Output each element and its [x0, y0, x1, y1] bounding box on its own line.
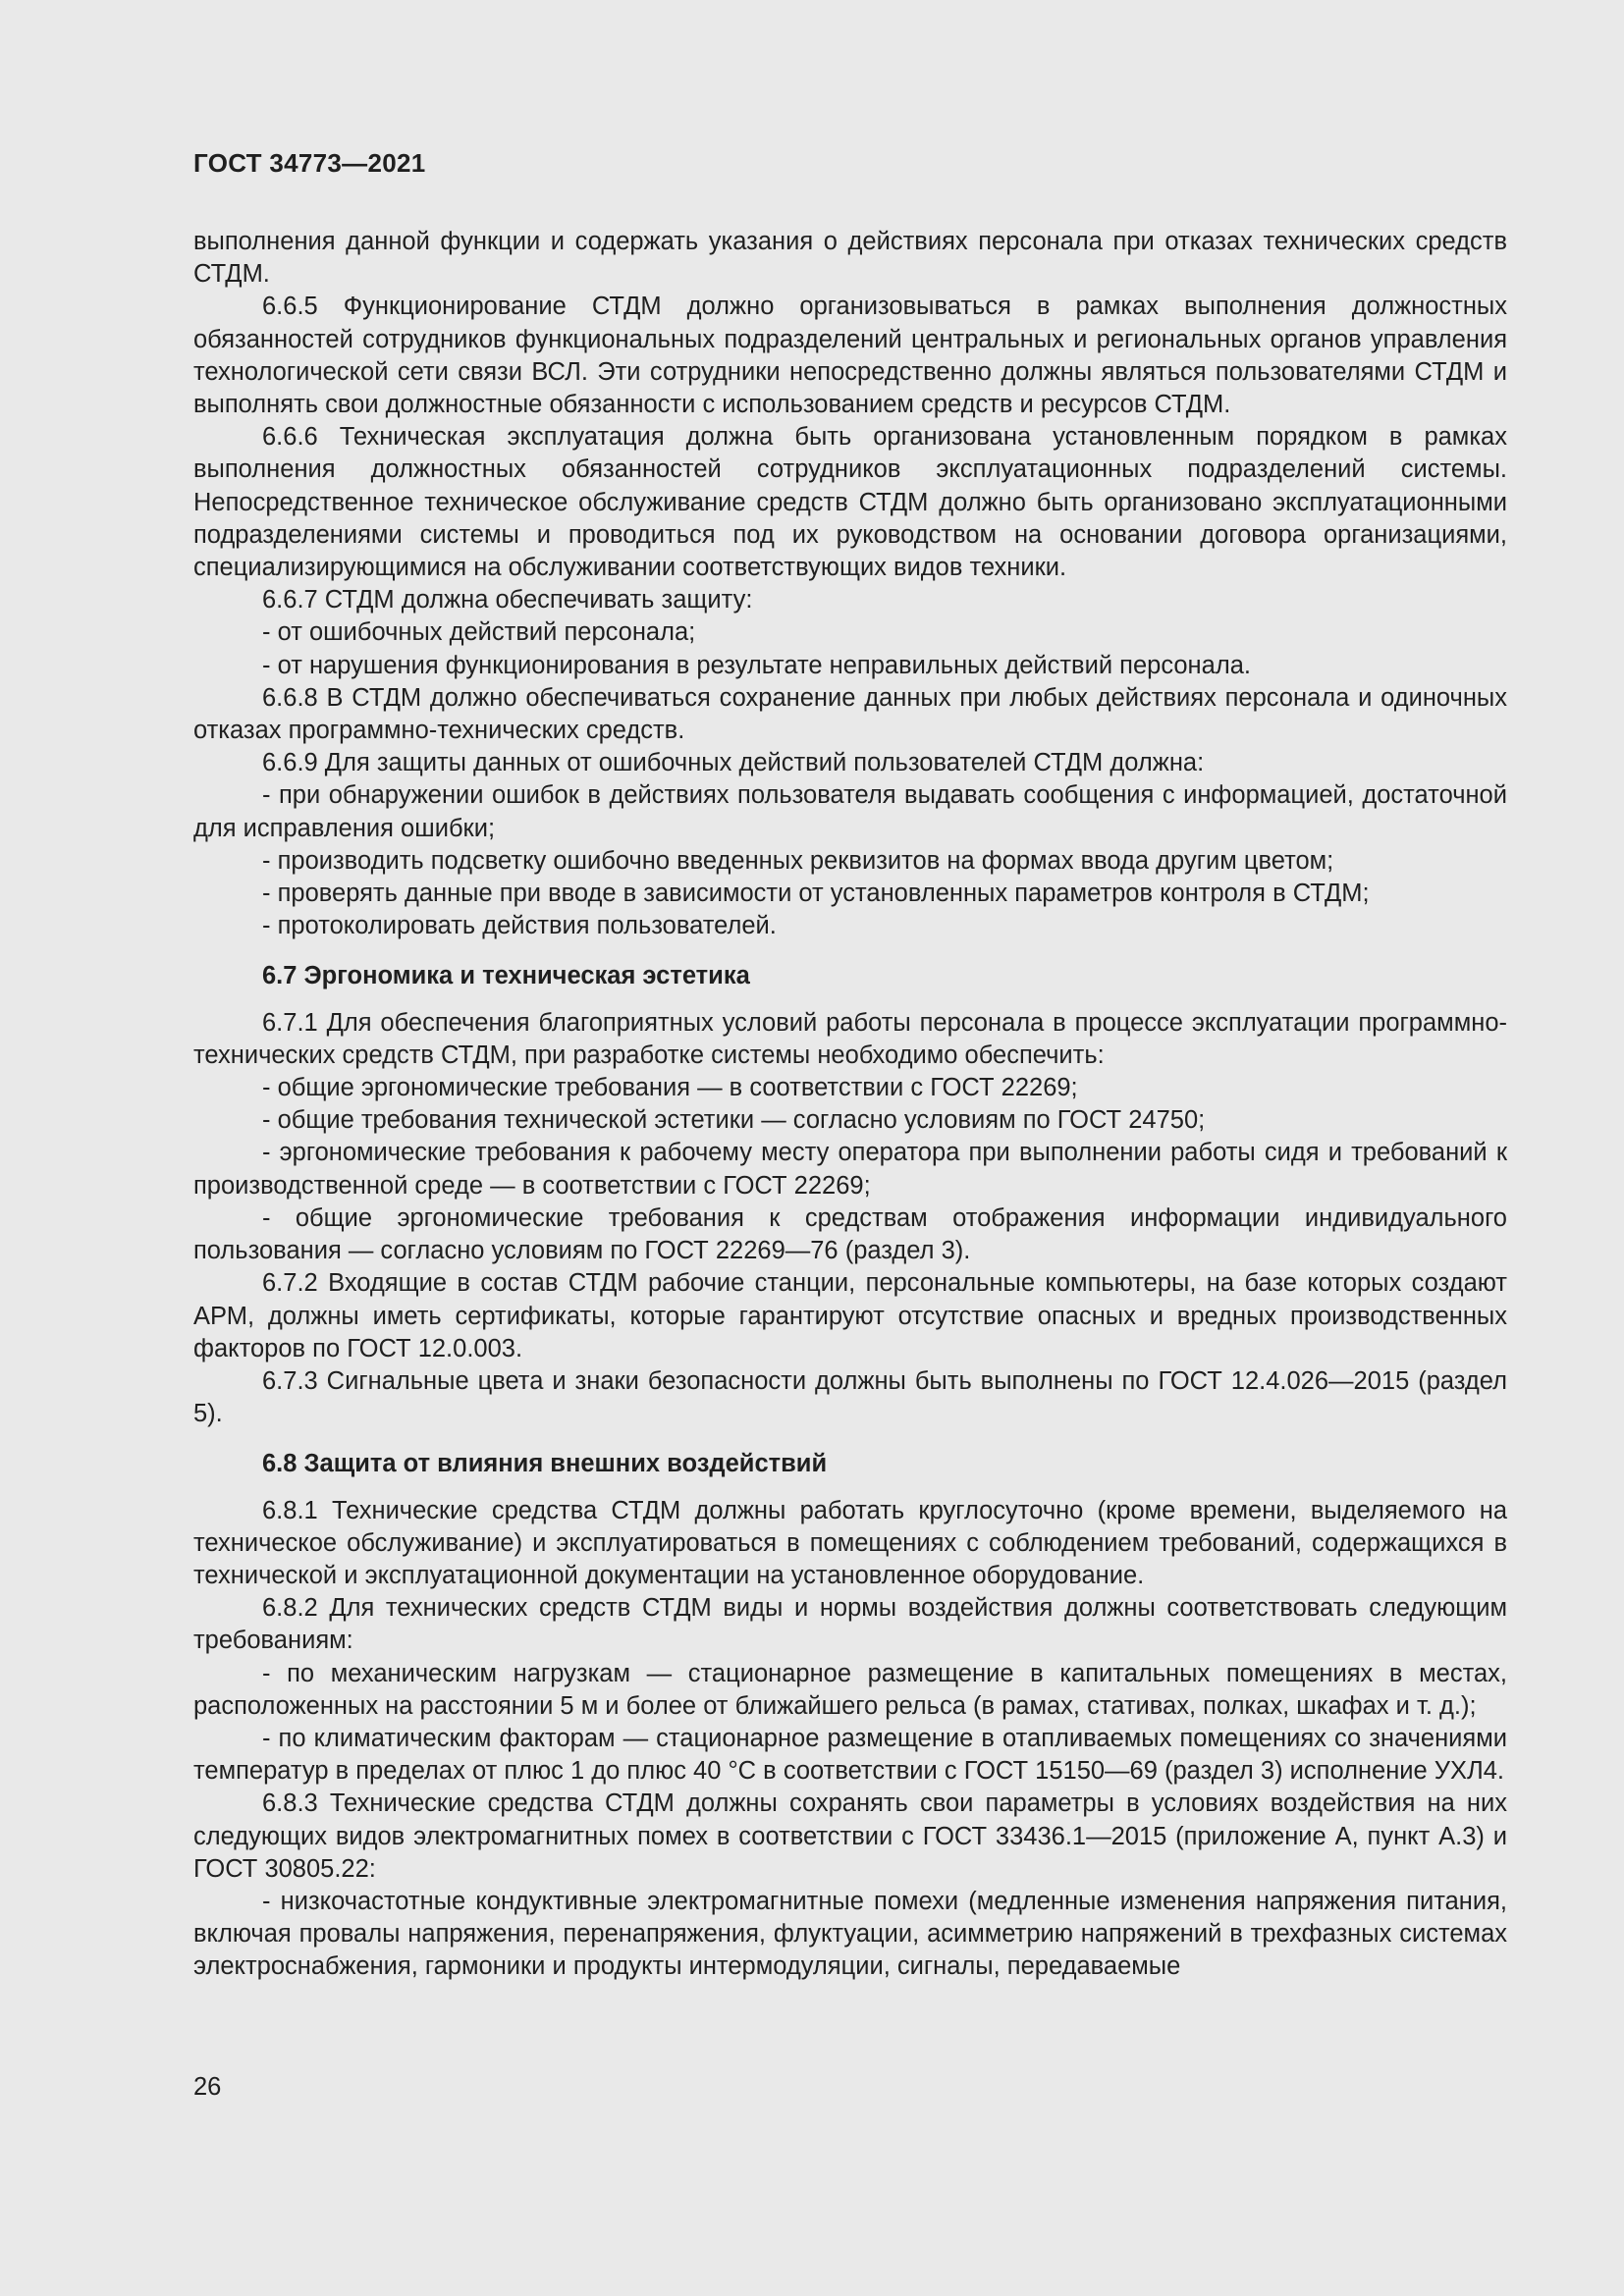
body-paragraph: 6.7.1 Для обеспечения благоприятных условий работы персонала в процессе эксплуатации программно-технических средств СТДМ, при разработке системы необходимо обеспечить:: [193, 1008, 1507, 1069]
page-number: 26: [193, 2073, 222, 2101]
body-paragraph: - от нарушения функционирования в результате неправильных действий персонала.: [262, 651, 1251, 679]
body-paragraph: - проверять данные при вводе в зависимости от установленных параметров контроля в СТДМ;: [262, 880, 1370, 908]
body-paragraph: 6.8.2 Для технических средств СТДМ виды и нормы воздействия должны соответствовать следующим требованиям:: [193, 1594, 1507, 1655]
body-paragraph: 6.8.3 Технические средства СТДМ должны сохранять свои параметры в условиях воздействия на них следующих видов электромагнитных помех в соответствии с ГОСТ 33436.1—2015 (приложение А, пункт А.3) и ГОСТ 30805.22:: [193, 1789, 1507, 1883]
body-paragraph: - общие требования технической эстетики — согласно условиям по ГОСТ 24750;: [262, 1106, 1206, 1135]
body-paragraph: - производить подсветку ошибочно введенных реквизитов на формах ввода другим цветом;: [262, 846, 1334, 875]
body-paragraph: - от ошибочных действий персонала;: [262, 618, 696, 647]
body-paragraph: 6.7.2 Входящие в состав СТДМ рабочие станции, персональные компьютеры, на базе которых создают АРМ, должны иметь сертификаты, которые гарантируют отсутствие опасных и вредных производственных факторов по ГОСТ 12.0.003.: [193, 1269, 1507, 1362]
body-paragraph: 6.6.7 СТДМ должна обеспечивать защиту:: [262, 586, 753, 614]
body-paragraph: - эргономические требования к рабочему месту оператора при выполнении работы сидя и требований к производственной среде — в соответствии с ГОСТ 22269;: [193, 1139, 1507, 1200]
body-paragraph: 6.8.1 Технические средства СТДМ должны работать круглосуточно (кроме времени, выделяемого на техническое обслуживание) и эксплуатироваться в помещениях с соблюдением требований, содержащихся в технической и эксплуатационной документации на установленное оборудование.: [193, 1496, 1507, 1589]
body-paragraph: 6.7.3 Сигнальные цвета и знаки безопасности должны быть выполнены по ГОСТ 12.4.026—2015 (раздел 5).: [193, 1366, 1507, 1428]
section-heading: 6.8 Защита от влияния внешних воздействий: [262, 1450, 828, 1478]
document-header: ГОСТ 34773—2021: [193, 148, 426, 178]
body-paragraph: - по механическим нагрузкам — стационарное размещение в капитальных помещениях в местах, расположенных на расстоянии 5 м и более от ближайшего рельса (в рамах, стативах, полках, шкафах и т. д.);: [193, 1659, 1507, 1720]
body-paragraph: - низкочастотные кондуктивные электромагнитные помехи (медленные изменения напряжения питания, включая провалы напряжения, перенапряжения, флуктуации, асимметрию напряжений в трехфазных системах электроснабжения, гармоники и продукты интермодуляции, сигналы, передаваемые: [193, 1887, 1507, 1981]
body-paragraph: 6.6.5 Функционирование СТДМ должно организовываться в рамках выполнения должностных обязанностей сотрудников функциональных подразделений центральных и региональных органов управления технологической сети связи ВСЛ. Эти сотрудники непосредственно должны являться пользователями СТДМ и выполнять свои должностные обязанности с использованием средств и ресурсов СТДМ.: [193, 293, 1507, 419]
document-body: [193, 226, 1507, 1984]
body-paragraph: - при обнаружении ошибок в действиях пользователя выдавать сообщения с информацией, достаточной для исправления ошибки;: [193, 781, 1507, 842]
body-paragraph: выполнения данной функции и содержать указания о действиях персонала при отказах технических средств СТДМ.: [193, 228, 1507, 289]
body-paragraph: - общие эргономические требования — в соответствии с ГОСТ 22269;: [262, 1074, 1078, 1102]
body-paragraph: 6.6.6 Техническая эксплуатация должна быть организована установленным порядком в рамках выполнения должностных обязанностей сотрудников эксплуатационных подразделений системы. Непосредственное техническое обслуживание средств СТДМ должно быть организовано эксплуатационными подразделениями системы и проводиться под их руководством на основании договора организациями, специализирующимися на обслуживании соответствующих видов техники.: [193, 423, 1507, 582]
body-paragraph: 6.6.8 В СТДМ должно обеспечиваться сохранение данных при любых действиях персонала и одиночных отказах программно-технических средств.: [193, 683, 1507, 745]
body-paragraph: - по климатическим факторам — стационарное размещение в отапливаемых помещениях со значениями температур в пределах от плюс 1 до плюс 40 °С в соответствии с ГОСТ 15150—69 (раздел 3) исполнение УХЛ4.: [193, 1724, 1507, 1786]
section-heading: 6.7 Эргономика и техническая эстетика: [262, 962, 750, 990]
body-paragraph: - протоколировать действия пользователей.: [262, 912, 777, 940]
body-paragraph: - общие эргономические требования к средствам отображения информации индивидуального пользования — согласно условиям по ГОСТ 22269—76 (раздел 3).: [193, 1203, 1507, 1265]
body-paragraph: 6.6.9 Для защиты данных от ошибочных действий пользователей СТДМ должна:: [262, 749, 1205, 777]
